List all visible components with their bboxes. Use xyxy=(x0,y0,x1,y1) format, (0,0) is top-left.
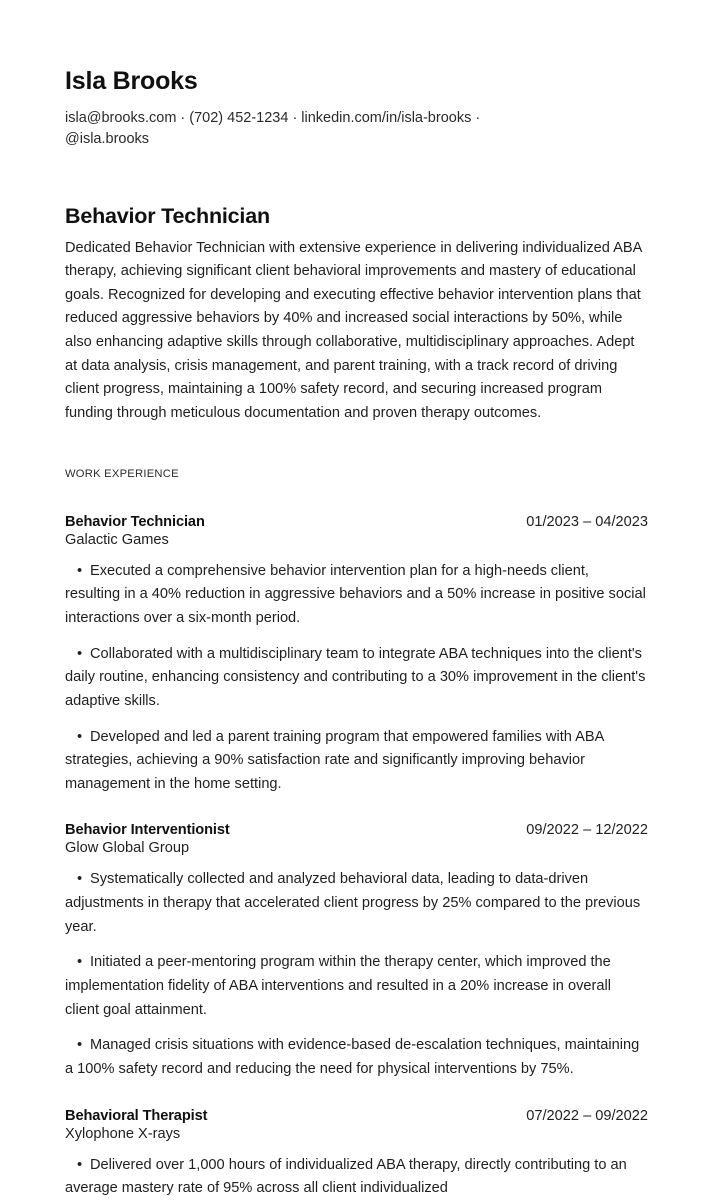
bullet-text: Initiated a peer-mentoring program within the therapy center, which improved the implementation fidelity of ABA interventions and resulted in a 20% increase in overall client goal attainment. xyxy=(65,954,611,1018)
bullet-text: Managed crisis situations with evidence-based de-escalation techniques, maintaining a 100% safety record and reducing the need for physical interventions by 75%. xyxy=(65,1037,640,1077)
section-heading-work-experience: WORK EXPERIENCE xyxy=(65,467,179,480)
bullet-icon: • xyxy=(77,562,83,579)
contact-info xyxy=(65,108,565,150)
professional-summary: Dedicated Behavior Technician with extensive experience in delivering individualized ABA therapy, achieving significant client behavioral improvements and mastery of educational goals. Recognized for developing and executing effective behavior intervention plans that reduced aggressive behaviors by 40% and increased social interactions by 50%, while also enhancing adaptive skills through collaborative, multidisciplinary approaches. Adept at data analysis, crisis management, and parent training, with a track record of driving client progress, maintaining a 100% safety record, and securing increased program funding through meticulous documentation and proven therapy outcomes. xyxy=(65,239,642,422)
list-item xyxy=(65,951,648,1022)
contact-phone[interactable]: (702) 452-1234 xyxy=(189,109,289,126)
bullet-text: Collaborated with a multidisciplinary team to integrate ABA techniques into the client's daily routine, enhancing consistency and contributing to a 30% improvement in the client's adaptive skills. xyxy=(65,645,646,709)
contact-separator: · xyxy=(180,109,186,126)
contact-email[interactable]: isla@brooks.com xyxy=(65,109,177,126)
candidate-name: Isla Brooks xyxy=(65,67,198,95)
job-company: Xylophone X-rays xyxy=(65,1125,181,1142)
job-entry xyxy=(65,480,648,797)
job-bullets xyxy=(65,1154,648,1201)
job-header xyxy=(65,822,648,838)
contact-handle[interactable]: @isla.brooks xyxy=(65,130,150,147)
list-item xyxy=(65,868,648,939)
job-bullets xyxy=(65,868,648,1081)
job-bullets xyxy=(65,560,648,797)
job-entry xyxy=(65,796,648,1081)
bullet-icon: • xyxy=(77,1156,83,1173)
job-dates: 01/2023 – 04/2023 xyxy=(526,513,648,530)
job-header xyxy=(65,514,648,530)
bullet-icon: • xyxy=(77,954,83,971)
bullet-icon: • xyxy=(77,1037,83,1054)
job-title: Behavior Interventionist xyxy=(65,822,230,839)
job-dates: 09/2022 – 12/2022 xyxy=(526,822,648,839)
bullet-icon: • xyxy=(77,728,83,745)
contact-separator: · xyxy=(292,109,298,126)
bullet-icon: • xyxy=(77,645,83,662)
job-company: Glow Global Group xyxy=(65,840,190,857)
resume-headline: Behavior Technician xyxy=(65,203,270,228)
job-company: Galactic Games xyxy=(65,531,169,548)
list-item xyxy=(65,643,648,714)
bullet-text: Executed a comprehensive behavior intervention plan for a high-needs client, resulting in a 40% reduction in aggressive behaviors and a 50% increase in positive social interactions over a six-month period. xyxy=(65,562,646,626)
bullet-text: Developed and led a parent training program that empowered families with ABA strategies, achieving a 90% satisfaction rate and significantly improving behavior management in the home setting. xyxy=(65,728,604,792)
job-header xyxy=(65,1108,648,1124)
job-dates: 07/2022 – 09/2022 xyxy=(526,1107,648,1124)
job-title: Behavioral Therapist xyxy=(65,1107,208,1124)
list-item xyxy=(65,1034,648,1081)
job-entry xyxy=(65,1082,648,1201)
contact-linkedin[interactable]: linkedin.com/in/isla-brooks xyxy=(301,109,472,126)
bullet-text: Systematically collected and analyzed behavioral data, leading to data-driven adjustments in therapy that accelerated client progress by 25% compared to the previous year. xyxy=(65,871,641,935)
bullet-icon: • xyxy=(77,871,83,888)
bullet-text: Delivered over 1,000 hours of individualized ABA therapy, directly contributing to an average mastery rate of 95% across all client individualized xyxy=(65,1156,627,1197)
list-item xyxy=(65,560,648,631)
list-item xyxy=(65,1154,648,1201)
contact-separator: · xyxy=(475,109,481,126)
resume-content xyxy=(65,0,648,1201)
job-title: Behavior Technician xyxy=(65,513,205,530)
list-item xyxy=(65,726,648,797)
